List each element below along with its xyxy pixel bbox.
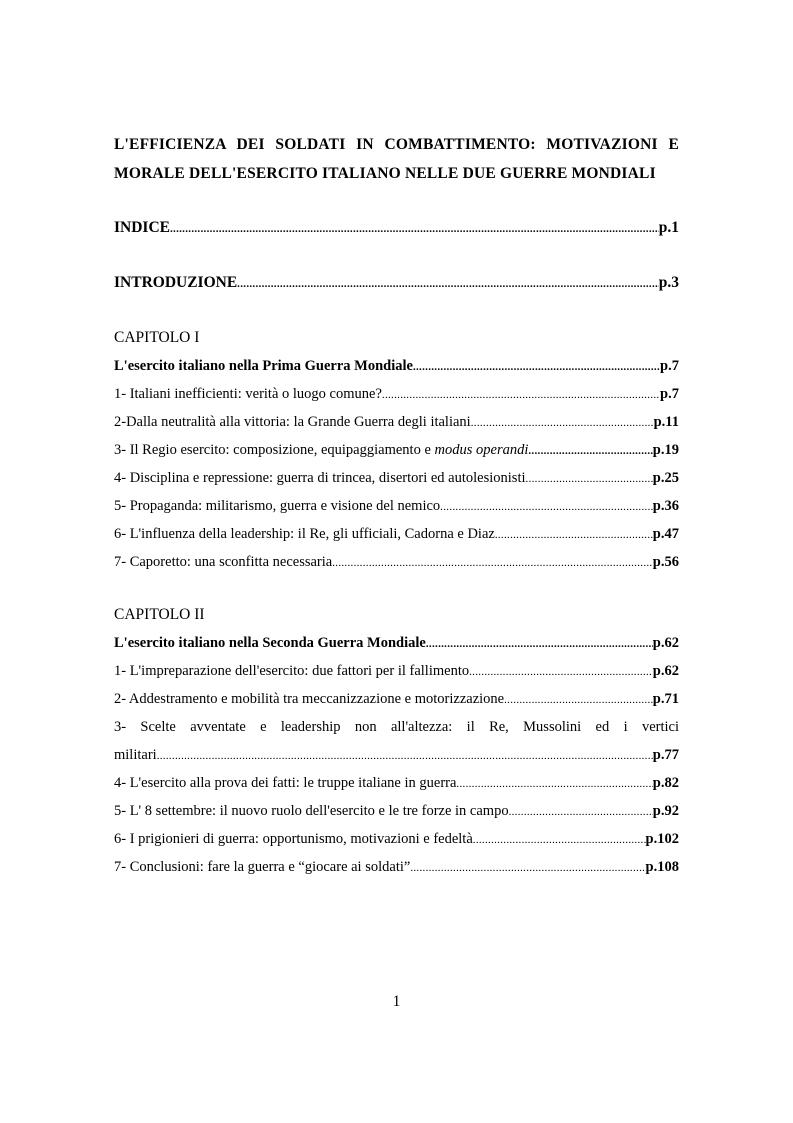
toc-leader-dots (426, 633, 653, 654)
toc-label: 1- L'impreparazione dell'esercito: due fattori per il fallimento (114, 663, 470, 679)
toc-page: p.71 (652, 691, 679, 707)
toc-entry[interactable] (114, 800, 679, 822)
document-title-line-1: L'EFFICIENZA DEI SOLDATI IN COMBATTIMENTO: MOTIVAZIONI E (114, 136, 679, 153)
toc-leader-dots (509, 801, 653, 822)
toc-entry-introduzione[interactable] (114, 272, 679, 294)
toc-page: p.36 (652, 498, 679, 514)
toc-page: p.1 (658, 219, 679, 236)
toc-entry[interactable] (114, 439, 679, 461)
toc-entry[interactable] (114, 551, 679, 573)
chapter-2-label: CAPITOLO II (114, 606, 205, 623)
toc-leader-dots (456, 773, 652, 794)
toc-page: p.92 (652, 803, 679, 819)
toc-leader-dots (237, 273, 659, 294)
toc-label-text: 3- Il Regio esercito: composizione, equipaggiamento e (114, 442, 435, 458)
toc-page: p.77 (652, 747, 679, 763)
toc-label: 4- L'esercito alla prova dei fatti: le truppe italiane in guerra (114, 775, 457, 791)
toc-entry[interactable] (114, 828, 679, 850)
toc-page: p.7 (660, 386, 679, 402)
toc-label: 7- Conclusioni: fare la guerra e “giocare ai soldati” (114, 859, 411, 875)
toc-leader-dots (170, 218, 659, 239)
toc-entry-indice[interactable] (114, 217, 679, 239)
toc-label: INDICE (114, 219, 170, 236)
toc-page: p.19 (652, 442, 679, 458)
toc-label: 5- Propaganda: militarismo, guerra e visione del nemico (114, 498, 441, 514)
toc-leader-dots (413, 356, 660, 377)
toc-label: 5- L' 8 settembre: il nuovo ruolo dell'esercito e le tre forze in campo (114, 803, 509, 819)
toc-label: 2- Addestramento e mobilità tra meccanizzazione e motorizzazione (114, 691, 505, 707)
toc-entry-wrapped-line-1[interactable]: 3- Scelte avventate e leadership non all'altezza: il Re, Mussolini ed i vertici (114, 719, 679, 735)
toc-entry[interactable] (114, 383, 679, 405)
toc-leader-dots (526, 468, 653, 489)
toc-entry-chapter-2-heading[interactable] (114, 632, 679, 654)
toc-label (114, 439, 528, 461)
toc-label-italic: modus operandi (434, 442, 529, 458)
toc-page: p.82 (652, 775, 679, 791)
toc-page: p.56 (652, 554, 679, 570)
toc-page: p.3 (658, 274, 679, 291)
toc-page: p.11 (653, 414, 679, 430)
toc-entry[interactable] (114, 523, 679, 545)
toc-page: p.47 (652, 526, 679, 542)
toc-label: INTRODUZIONE (114, 274, 238, 291)
toc-entry[interactable] (114, 772, 679, 794)
toc-label: militari (114, 747, 157, 763)
toc-leader-dots (410, 857, 645, 878)
toc-leader-dots (528, 440, 652, 461)
toc-label: L'esercito italiano nella Prima Guerra Mondiale (114, 358, 413, 374)
chapter-1-label: CAPITOLO I (114, 329, 200, 346)
toc-entry[interactable] (114, 495, 679, 517)
toc-page: p.7 (660, 358, 679, 374)
toc-label: 2-Dalla neutralità alla vittoria: la Grande Guerra degli italiani (114, 414, 471, 430)
toc-page: p.108 (645, 859, 679, 875)
toc-label: L'esercito italiano nella Seconda Guerra Mondiale (114, 635, 426, 651)
toc-leader-dots (473, 829, 646, 850)
toc-page: p.25 (652, 470, 679, 486)
toc-entry[interactable] (114, 856, 679, 878)
toc-label: 7- Caporetto: una sconfitta necessaria (114, 554, 333, 570)
toc-page: p.102 (645, 831, 679, 847)
toc-page: p.62 (652, 635, 679, 651)
toc-leader-dots (157, 745, 653, 766)
toc-entry[interactable] (114, 688, 679, 710)
toc-page: p.62 (652, 663, 679, 679)
toc-leader-dots (504, 689, 653, 710)
toc-leader-dots (440, 496, 653, 517)
toc-leader-dots (332, 552, 653, 573)
document-title-line-2: MORALE DELL'ESERCITO ITALIANO NELLE DUE GUERRE MONDIALI (114, 165, 656, 182)
toc-entry[interactable] (114, 744, 679, 766)
toc-label: 1- Italiani inefficienti: verità o luogo comune? (114, 386, 382, 402)
toc-leader-dots (495, 524, 653, 545)
toc-leader-dots (382, 384, 660, 405)
page-number: 1 (392, 993, 401, 1010)
toc-entry-chapter-1-heading[interactable] (114, 355, 679, 377)
toc-label: 6- I prigionieri di guerra: opportunismo, motivazioni e fedeltà (114, 831, 473, 847)
toc-label: 4- Disciplina e repressione: guerra di trincea, disertori ed autolesionisti (114, 470, 526, 486)
toc-entry[interactable] (114, 660, 679, 682)
toc-leader-dots (471, 412, 654, 433)
toc-entry[interactable] (114, 467, 679, 489)
toc-label: 6- L'influenza della leadership: il Re, gli ufficiali, Cadorna e Diaz (114, 526, 495, 542)
toc-entry[interactable] (114, 411, 679, 433)
toc-leader-dots (469, 661, 653, 682)
